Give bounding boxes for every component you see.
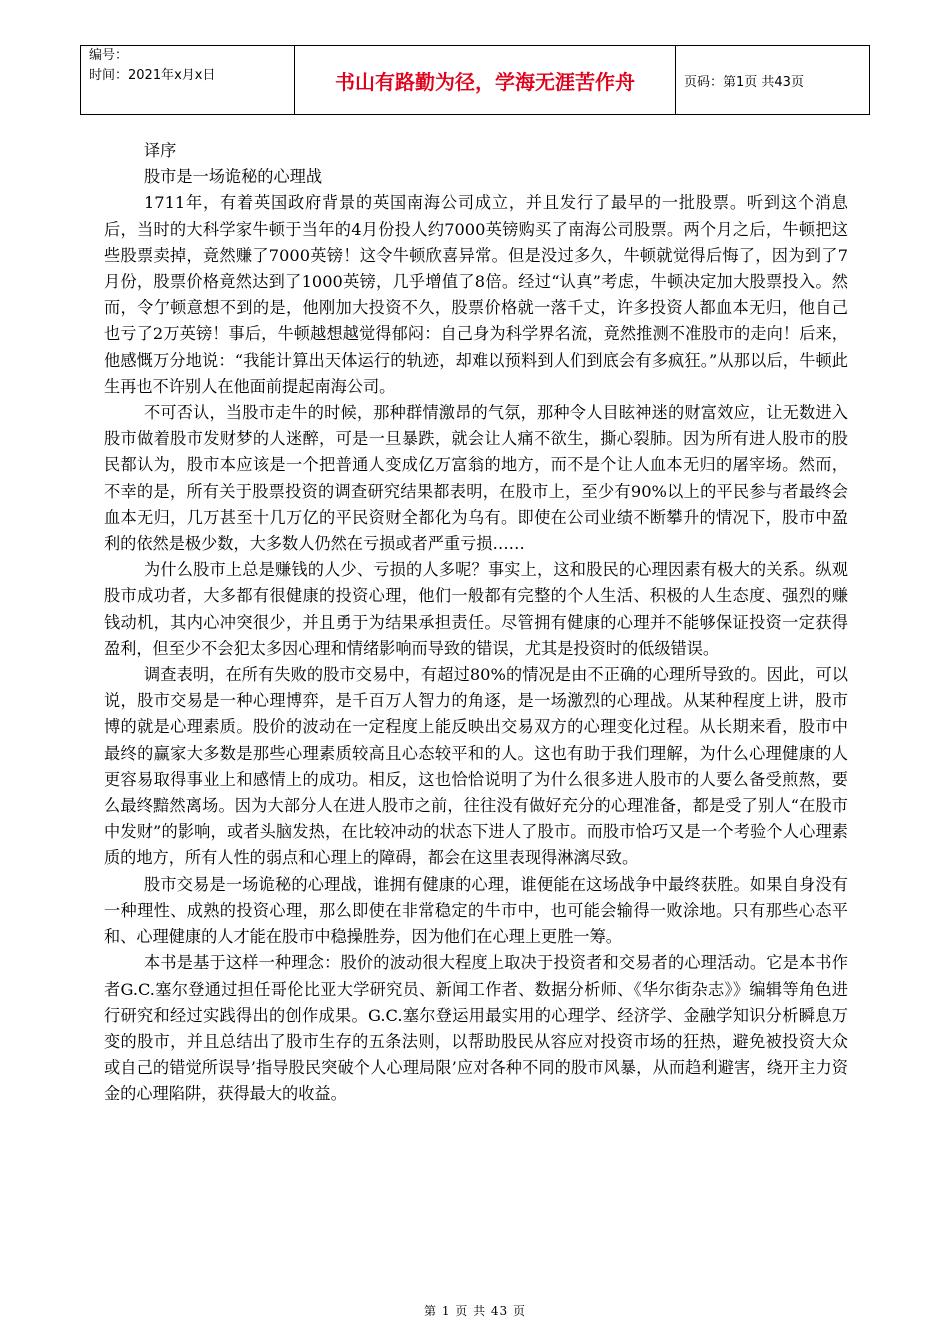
page-footer: 第 1 页 共 43 页 (424, 1304, 526, 1318)
section-title: 译序 (144, 141, 177, 160)
document-date: 时间：2021年x月x日 (89, 68, 216, 83)
paragraph: 1711年，有着英国政府背景的英国南海公司成立，并且发行了最早的一批股票。听到这个消息后，当时的大科学家牛顿于当年的4月份投人约7000英镑购买了南海公司股票。两个月之后，牛顿把这些股票卖掉，竟然赚了7000英镑！这令牛顿欣喜异常。但是没过多久，牛顿就觉得后悔了，因为到了7月份，股票价格竟然达到了1000英镑，几乎增值了8倍。经过“认真”考虑，牛顿决定加大股票投入。然而，令亇顿意想不到的是，他刚加大投资不久，股票价格就一落千丈，许多投资人都血本无归，他自己也亏了2万英镑！事后，牛顿越想越觉得郁闷：自己身为科学界名流，竟然推测不准股市的走向！后来，他感慨万分地说：“我能计算出天体运行的轨迹，却难以预料到人们到底会有多疯狂。”从那以后，牛顿此生再也不许别人在他面前提起南海公司。 (104, 193, 848, 396)
header-motto: 书山有路勤为径，学海无涯苦作舟 (295, 46, 676, 115)
paragraph: 调查表明，在所有失败的股市交易中，有超过80%的情况是由不正确的心理所导致的。因此，可以说，股市交易是一种心理博弈，是千百万人智力的角逐，是一场激烈的心理战。从某种程度上讲，股市博的就是心理素质。股价的波动在一定程度上能反映出交易双方的心理变化过程。从长期来看，股市中最终的赢家大多数是那些心理素质较高且心态较平和的人。这也有助于我们理解，为什么心理健康的人更容易取得事业上和感情上的成功。相反，这也恰恰说明了为什么很多进人股市的人要么备受煎熬，要么最终黯然离场。因为大部分人在进人股市之前，往往没有做好充分的心理准备，都是受了别人“在股市中发财”的影响，或者头脑发热，在比较冲动的状态下进人了股市。而股市恰巧又是一个考验个人心理素质的地方，所有人性的弱点和心理上的障碍，都会在这里表现得淋漓尽致。 (104, 665, 848, 868)
header-page-info: 页码：第1页 共43页 (676, 46, 870, 115)
paragraph: 不可否认，当股市走牛的时候，那种群情激昂的气氛，那种令人目眩神迷的财富效应，让无数进入股市做着股市发财梦的人迷醉，可是一旦暴跌，就会让人痛不欲生，撕心裂肺。因为所有进人股市的股民都认为，股市本应该是一个把普通人变成亿万富翁的地方，而不是个让人血本无归的屠宰场。然而，不幸的是，所有关于股票投资的调查研究结果都表明，在股市上，至少有90%以上的平民参与者最终会血本无归，几万甚至十几万亿的平民资财全都化为乌有。即使在公司业绩不断攀升的情况下，股市中盈利的依然是极少数，大多数人仍然在亏损或者严重亏损…… (104, 403, 848, 554)
header-meta (81, 46, 295, 115)
paragraph: 股市交易是一场诡秘的心理战，谁拥有健康的心理，谁便能在这场战争中最终获胜。如果自身没有一种理性、成熟的投资心理，那么即使在非常稳定的牛市中，也可能会输得一败涂地。只有那些心态平和、心理健康的人才能在股市中稳操胜券，因为他们在心理上更胜一筹。 (104, 874, 848, 947)
document-header (80, 45, 870, 115)
document-body (104, 138, 848, 1108)
document-number-label: 编号： (89, 48, 129, 63)
paragraph: 本书是基于这样一种理念：股价的波动很大程度上取决于投资者和交易者的心理活动。它是本书作者G.C.塞尔登通过担任哥伦比亚大学研究员、新闻工作者、数据分析师、《华尔街杂志》》编辑等角色进行研究和经过实践得出的创作成果。G.C.塞尔登运用最实用的心理学、经济学、金融学知识分析瞬息万变的股市，并且总结出了股市生存的五条法则，以帮助股民从容应对投资市场的狂热，避免被投资大众或自己的错觉所误导’指导股民突破个人心理局限’应对各种不同的股市风暴，从而趋利避害，绕开主力资金的心理陷阱，获得最大的收益。 (104, 953, 848, 1104)
paragraph: 为什么股市上总是赚钱的人少、亏损的人多呢？事实上，这和股民的心理因素有极大的关系。纵观股市成功者，大多都有很健康的投资心理，他们一般都有完整的个人生活、积极的人生态度、强烈的赚钱动机，其内心冲突很少，并且勇于为结果承担责任。尽管拥有健康的心理并不能够保证投资一定获得盈利，但至少不会犯太多因心理和情绪影响而导致的错误，尤其是投资时的低级错误。 (104, 560, 848, 658)
section-subtitle: 股市是一场诡秘的心理战 (144, 167, 323, 187)
